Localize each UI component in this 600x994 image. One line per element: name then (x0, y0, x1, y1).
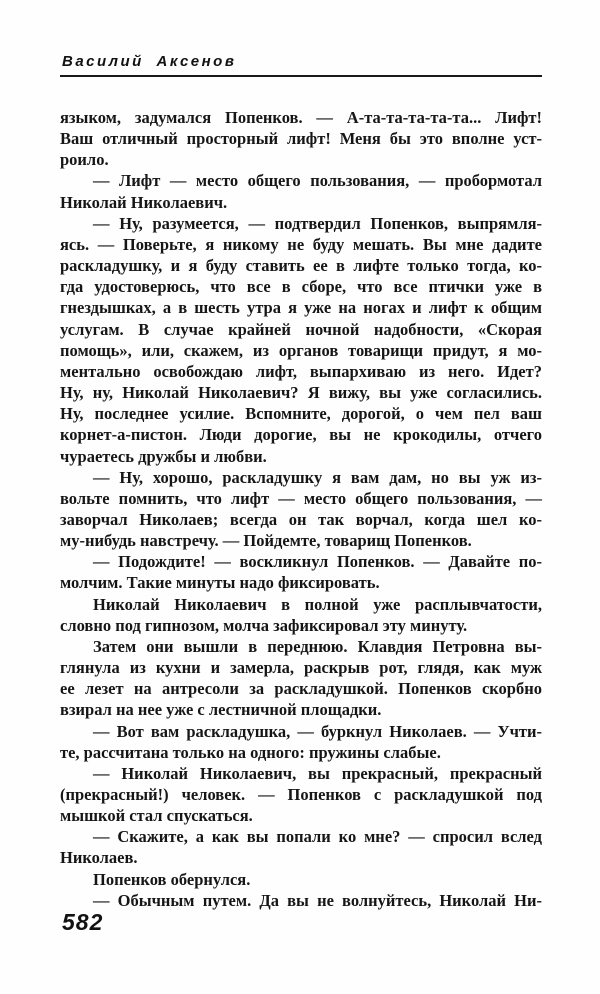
header-rule (60, 75, 542, 77)
text-line: гнездышках, а в шесть утра я уже на ногах и лифт к общим (60, 298, 542, 318)
text-line: раскладушку, и я буду ставить ее в лифте только тогда, ко- (60, 256, 542, 276)
text-line: взирал на нее уже с лестничной площадки. (60, 700, 382, 720)
paragraph (60, 213, 542, 467)
text-line: глянула из кухни и замерла, раскрыв рот, глядя, как муж (60, 658, 542, 678)
text-line: — Лифт — место общего пользования, — пробормотал (93, 171, 542, 191)
text-line: Попенков обернулся. (93, 869, 251, 889)
text-line: молчим. Такие минуты надо фиксировать. (60, 573, 380, 593)
paragraph (60, 170, 542, 212)
paragraph (60, 826, 542, 868)
text-line: заворчал Николаев; всегда он так ворчал, когда шел ко- (60, 509, 542, 529)
running-header-author: Василий Аксенов (62, 53, 237, 70)
text-line: языком, задумался Попенков. — А-та-та-та-та-та... Лифт! (60, 108, 542, 127)
text-line: — Скажите, а как вы попали ко мне? — спросил вслед (93, 827, 542, 847)
paragraph (60, 763, 542, 826)
text-line: — Подождите! — воскликнул Попенков. — Давайте по- (93, 552, 542, 572)
paragraph (60, 636, 542, 721)
text-line: гда удостоверюсь, что все в сборе, что все птички уже в (60, 277, 542, 297)
text-line: — Обычным путем. Да вы не волнуйтесь, Николай Ни- (93, 890, 542, 910)
paragraph (60, 721, 542, 763)
text-line: — Ну, разумеется, — подтвердил Попенков, выпрямля- (93, 213, 542, 233)
paragraph (60, 551, 542, 593)
body-text (60, 107, 542, 911)
text-line: вольте помнить, что лифт — место общего пользования, — (60, 488, 542, 508)
text-line: чураетесь дружбы и любви. (60, 446, 267, 466)
paragraph (60, 467, 542, 552)
text-line: ее лезет на антресоли за раскладушкой. Попенков скорбно (60, 679, 542, 699)
page-number: 582 (62, 909, 104, 935)
text-line: (прекрасный!) человек. — Попенков с раскладушкой под (60, 785, 542, 804)
text-line: корнет-а-пистон. Люди дорогие, вы не крокодилы, отчего (60, 425, 542, 445)
text-line: Затем они вышли в переднюю. Клавдия Петровна вы- (93, 636, 542, 656)
paragraph (60, 869, 542, 890)
text-line: ментально освобождаю лифт, выпархиваю из него. Идет? (60, 361, 542, 381)
text-line: Ваш отличный просторный лифт! Меня бы это вполне уст- (60, 129, 542, 149)
text-line: Николай Николаевич. (60, 192, 228, 212)
text-line: ясь. — Поверьте, я никому не буду мешать. Вы мне дадите (60, 234, 542, 254)
text-line: — Ну, хорошо, раскладушку я вам дам, но вы уж из- (93, 467, 542, 487)
text-line: — Николай Николаевич, вы прекрасный, прекрасный (93, 763, 542, 783)
paragraph (60, 594, 542, 636)
text-line: роило. (60, 150, 109, 170)
paragraph (60, 107, 542, 170)
text-line: помощь», или, скажем, из органов товарищи придут, я мо- (60, 340, 542, 360)
text-line: му-нибудь навстречу. — Пойдемте, товарищ Попенков. (60, 531, 472, 551)
paragraph (60, 890, 542, 911)
text-line: Николаев. (60, 848, 138, 868)
text-line: Николай Николаевич в полной уже расплывчатости, (93, 594, 542, 614)
text-line: мышкой стал спускаться. (60, 806, 253, 826)
text-line: словно под гипнозом, молча зафиксировал эту минуту. (60, 615, 468, 635)
text-line: Ну, последнее усилие. Вспомните, дорогой, о чем пел ваш (60, 404, 542, 424)
text-line: — Вот вам раскладушка, — буркнул Николаев. — Учти- (93, 721, 542, 741)
text-line: те, рассчитана только на одного: пружины слабые. (60, 742, 441, 762)
text-line: Ну, ну, Николай Николаевич? Я вижу, вы уже согласились. (60, 383, 542, 403)
text-line: услугам. В случае крайней ночной надобности, «Скорая (60, 319, 542, 339)
